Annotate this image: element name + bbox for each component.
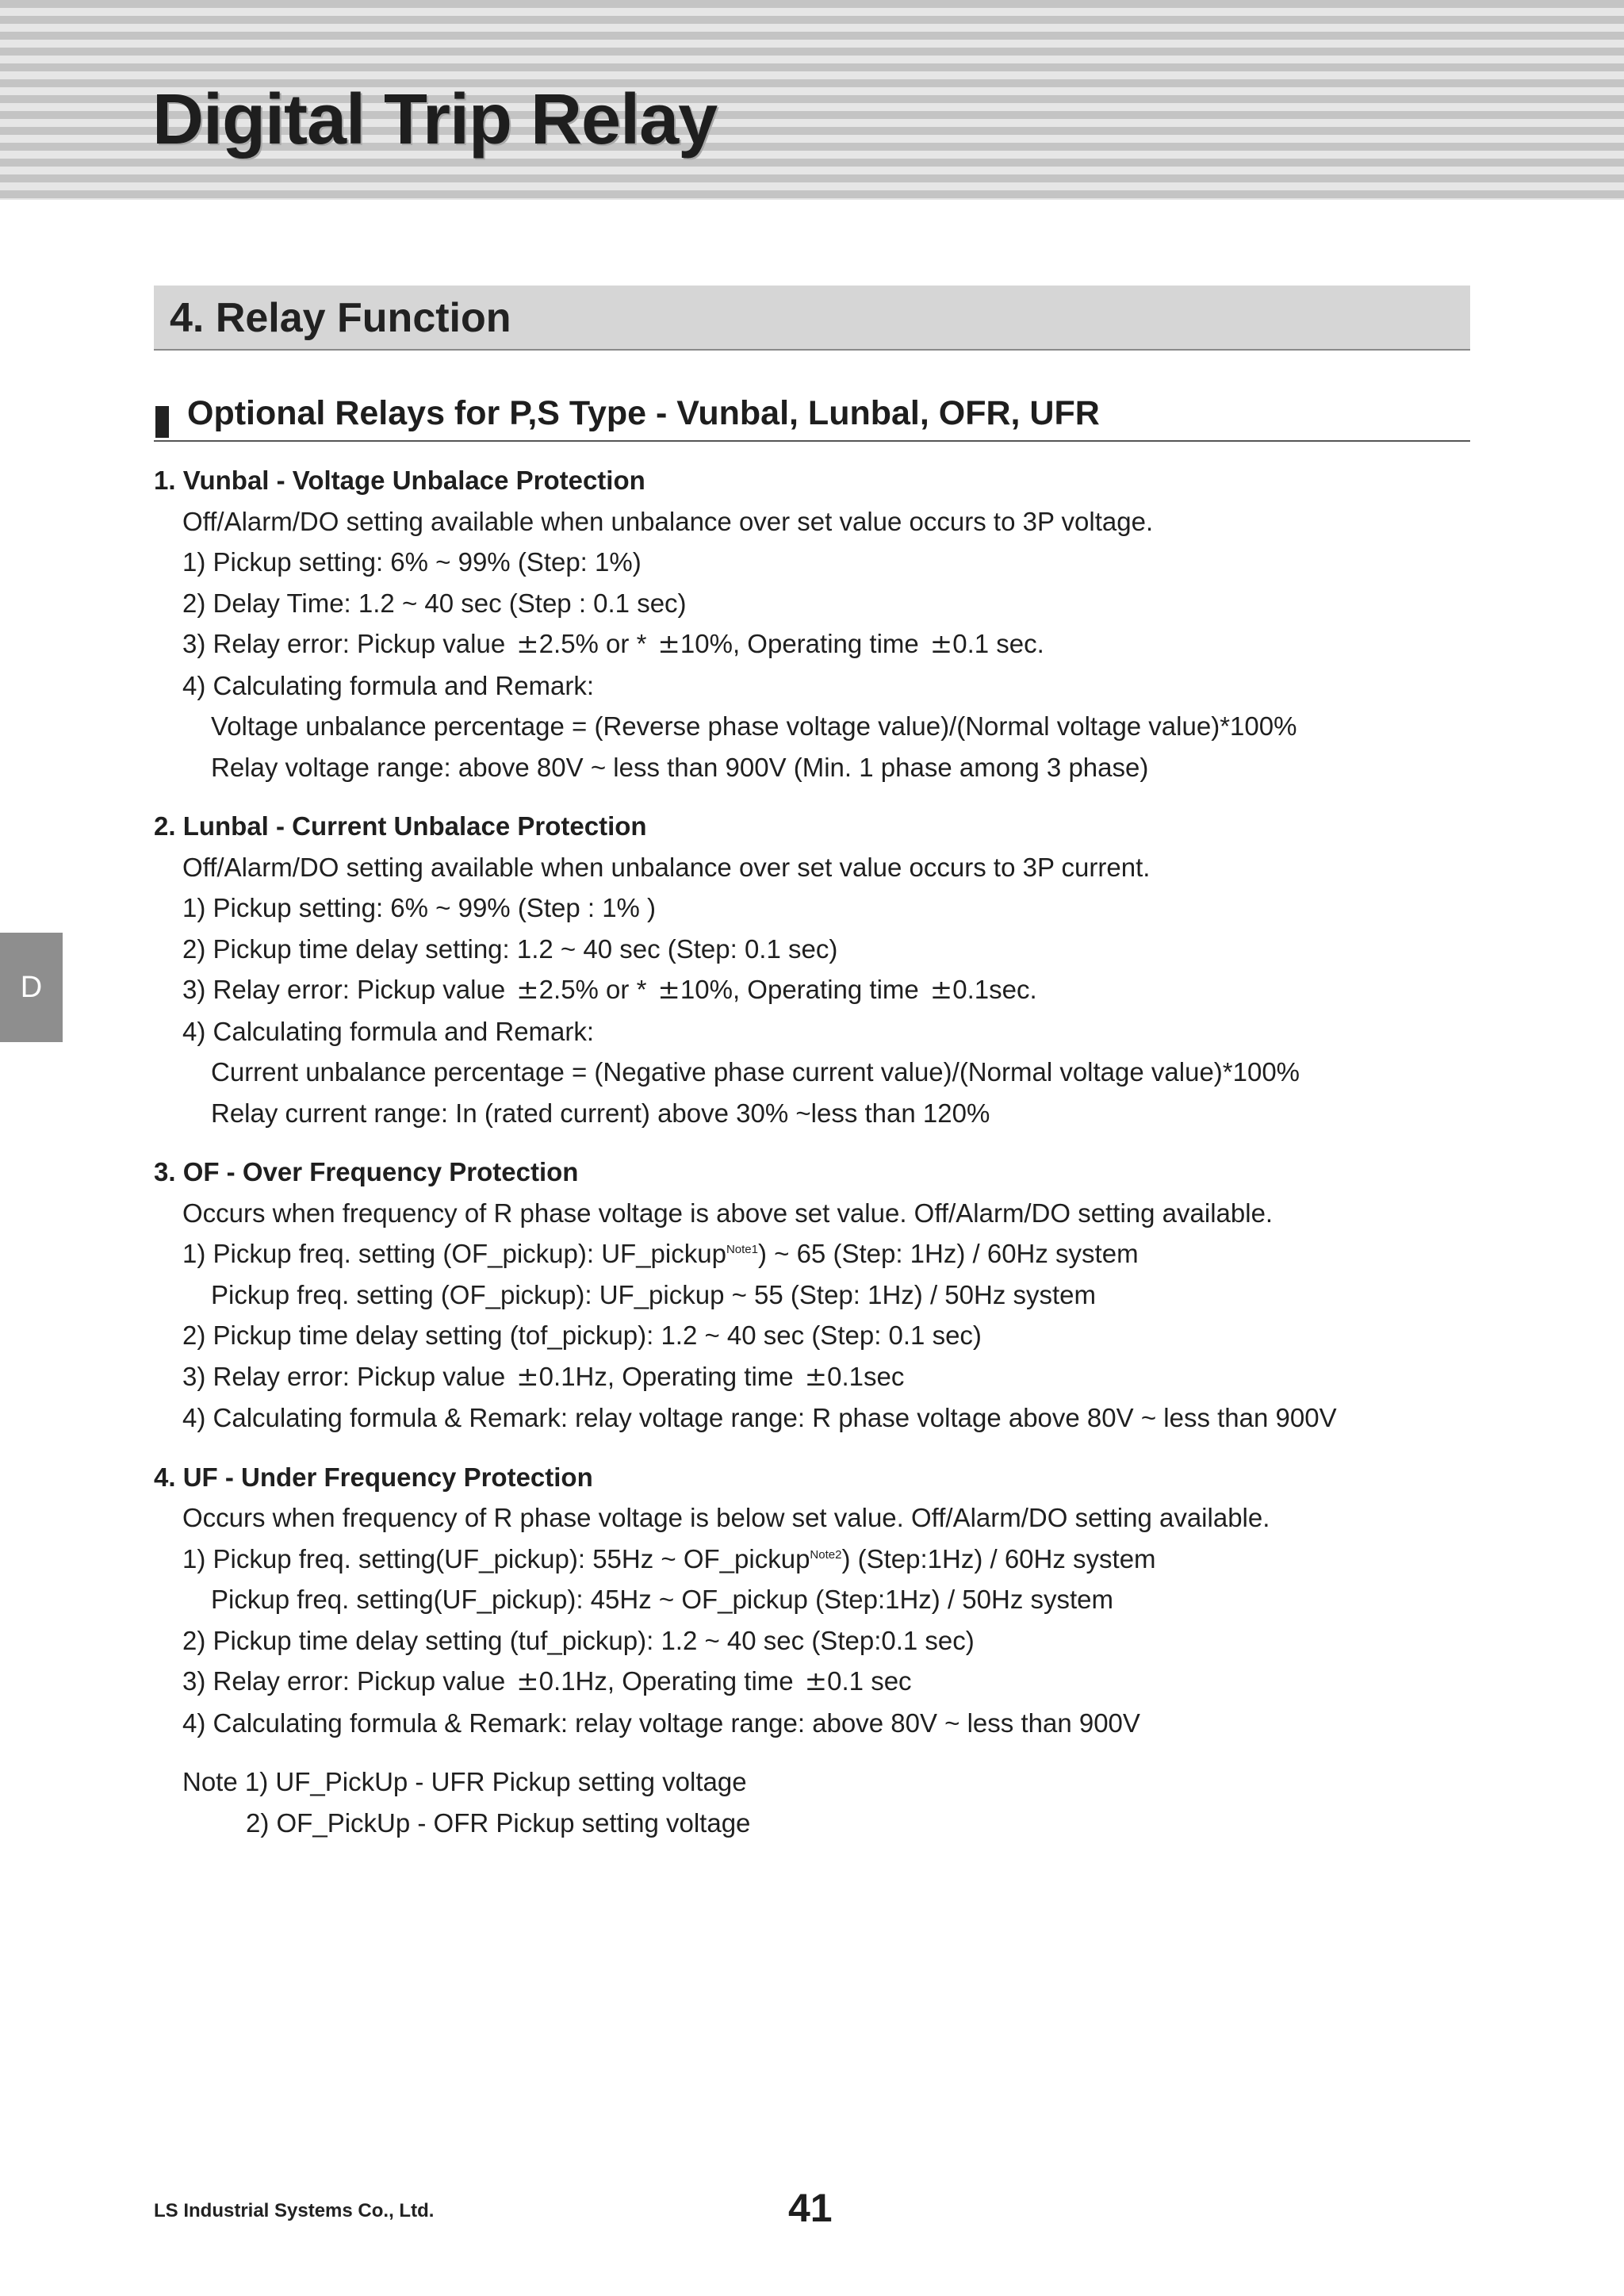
item-text: 3) Relay error: Pickup value	[182, 1361, 506, 1391]
item-text: 1) Pickup freq. setting (OF_pickup): UF_pickup	[182, 1239, 726, 1268]
plus-minus-symbol: ±	[516, 1665, 539, 1697]
list-item: 4) Calculating formula and Remark:	[182, 1016, 595, 1046]
item-text: 1) Pickup freq. setting(UF_pickup): 55Hz ~ OF_pickup	[182, 1543, 810, 1573]
section-heading: 2. Lunbal - Current Unbalace Protection	[154, 811, 647, 841]
plus-minus-symbol: ±	[516, 974, 539, 1006]
list-item	[154, 1356, 1502, 1398]
subsection-header	[154, 393, 1470, 442]
section-heading: 3. OF - Over Frequency Protection	[154, 1157, 579, 1186]
item-text: ) ~ 65 (Step: 1Hz) / 60Hz system	[757, 1239, 1139, 1268]
section-description: Off/Alarm/DO setting available when unbalance over set value occurs to 3P voltage.	[182, 506, 1154, 536]
item-text: 3) Relay error: Pickup value	[182, 975, 506, 1004]
footer-company: LS Industrial Systems Co., Ltd.	[154, 2200, 435, 2221]
formula-text: Current unbalance percentage = (Negative phase current value)/(Normal voltage value)*100%	[211, 1057, 1300, 1087]
list-item: 2) Pickup time delay setting: 1.2 ~ 40 sec (Step: 0.1 sec)	[182, 933, 838, 964]
item-text: 0.1sec.	[952, 975, 1037, 1004]
list-item: 1) Pickup setting: 6% ~ 99% (Step: 1%)	[182, 547, 642, 577]
subsection-marker	[155, 406, 169, 438]
relay-content	[154, 460, 1502, 1861]
item-text: 3) Relay error: Pickup value	[182, 629, 506, 658]
formula-text: Voltage unbalance percentage = (Reverse phase voltage value)/(Normal voltage value)*100%	[211, 711, 1297, 741]
list-item	[154, 623, 1502, 665]
item-text: ) (Step:1Hz) / 60Hz system	[841, 1543, 1156, 1573]
item-text: 0.1sec	[827, 1361, 905, 1391]
section-heading: 1. Vunbal - Voltage Unbalace Protection	[154, 466, 645, 495]
section-description: Off/Alarm/DO setting available when unbalance over set value occurs to 3P current.	[182, 852, 1151, 882]
footnote-ref: Note1	[726, 1243, 758, 1256]
list-item	[154, 1539, 1502, 1580]
item-text: 10%, Operating time	[680, 975, 919, 1004]
item-text: 0.1 sec.	[952, 629, 1044, 658]
page-number: 41	[788, 2186, 833, 2230]
footnote-ref: Note2	[810, 1547, 842, 1562]
section-title: 4. Relay Function	[170, 295, 511, 341]
list-item: 2) Pickup time delay setting (tof_pickup): 1.2 ~ 40 sec (Step: 0.1 sec)	[182, 1320, 982, 1350]
item-text: 0.1 sec	[827, 1666, 912, 1696]
item-text: 3) Relay error: Pickup value	[182, 1666, 506, 1696]
plus-minus-symbol: ±	[657, 628, 680, 660]
formula-text: Relay voltage range: above 80V ~ less than 900V (Min. 1 phase among 3 phase)	[211, 752, 1149, 782]
chapter-tab	[0, 933, 63, 1042]
list-item: 1) Pickup setting: 6% ~ 99% (Step : 1% )	[182, 893, 657, 922]
list-item: 4) Calculating formula & Remark: relay voltage range: R phase voltage above 80V ~ less than 900V	[182, 1403, 1337, 1432]
plus-minus-symbol: ±	[657, 974, 680, 1006]
list-item: Pickup freq. setting(UF_pickup): 45Hz ~ OF_pickup (Step:1Hz) / 50Hz system	[211, 1585, 1114, 1614]
list-item: 2) Delay Time: 1.2 ~ 40 sec (Step : 0.1 sec)	[182, 588, 687, 618]
document-title: Digital Trip Relay	[152, 80, 718, 159]
list-item: 4) Calculating formula and Remark:	[182, 670, 595, 700]
section-header	[154, 286, 1470, 351]
of-section	[154, 1152, 1502, 1439]
list-item	[154, 1233, 1502, 1274]
item-text: 0.1Hz, Operating time	[538, 1666, 794, 1696]
subsection-title: Optional Relays for P,S Type - Vunbal, Lunbal, OFR, UFR	[187, 394, 1100, 432]
uf-section	[154, 1457, 1502, 1744]
section-description: Occurs when frequency of R phase voltage is below set value. Off/Alarm/DO setting available.	[182, 1503, 1270, 1532]
list-item: Pickup freq. setting (OF_pickup): UF_pickup ~ 55 (Step: 1Hz) / 50Hz system	[211, 1279, 1097, 1309]
formula-text: Relay current range: In (rated current) above 30% ~less than 120%	[211, 1098, 990, 1128]
plus-minus-symbol: ±	[516, 628, 539, 660]
item-text: 2.5% or *	[538, 975, 647, 1004]
note-line: 2) OF_PickUp - OFR Pickup setting voltage	[246, 1807, 751, 1838]
plus-minus-symbol: ±	[804, 1360, 828, 1393]
plus-minus-symbol: ±	[804, 1665, 828, 1697]
plus-minus-symbol: ±	[929, 974, 953, 1006]
plus-minus-symbol: ±	[516, 1360, 539, 1393]
chapter-tab-label: D	[20, 970, 43, 1004]
list-item: 4) Calculating formula & Remark: relay voltage range: above 80V ~ less than 900V	[182, 1708, 1140, 1738]
section-heading: 4. UF - Under Frequency Protection	[154, 1462, 593, 1492]
list-item: 2) Pickup time delay setting (tuf_pickup): 1.2 ~ 40 sec (Step:0.1 sec)	[182, 1625, 975, 1655]
item-text: 0.1Hz, Operating time	[538, 1361, 794, 1391]
lunbal-section	[154, 806, 1502, 1133]
list-item	[154, 1661, 1502, 1703]
item-text: 10%, Operating time	[680, 629, 919, 658]
list-item	[154, 969, 1502, 1011]
note-line: Note 1) UF_PickUp - UFR Pickup setting voltage	[182, 1767, 747, 1796]
item-text: 2.5% or *	[538, 629, 647, 658]
notes-section	[154, 1761, 1502, 1843]
section-description: Occurs when frequency of R phase voltage is above set value. Off/Alarm/DO setting available.	[182, 1198, 1274, 1228]
vunbal-section	[154, 460, 1502, 788]
plus-minus-symbol: ±	[929, 628, 953, 660]
